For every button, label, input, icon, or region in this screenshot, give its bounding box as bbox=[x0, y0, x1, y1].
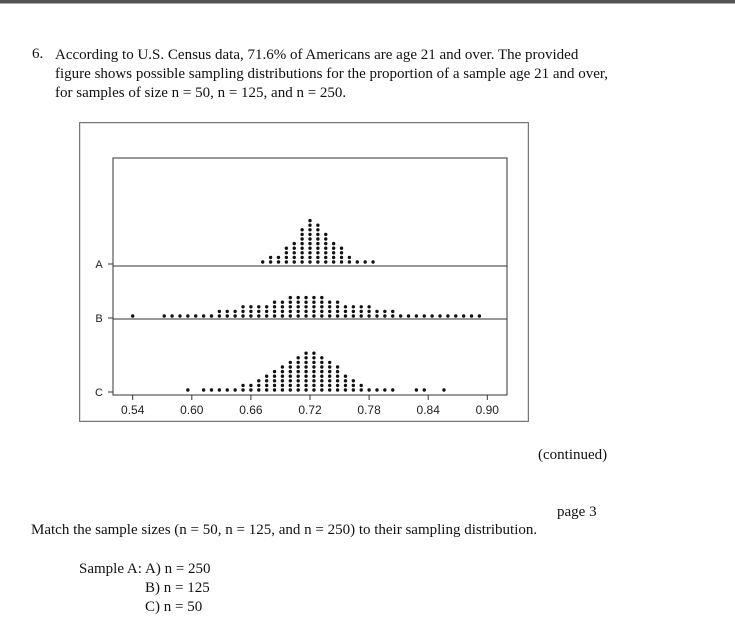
dot bbox=[273, 370, 276, 373]
dot bbox=[415, 388, 418, 391]
dot bbox=[281, 301, 284, 304]
dot bbox=[320, 375, 323, 378]
dot bbox=[324, 256, 327, 259]
dot bbox=[300, 251, 303, 254]
dot bbox=[277, 260, 280, 263]
dot bbox=[344, 305, 347, 308]
dot bbox=[293, 251, 296, 254]
dot bbox=[226, 388, 229, 391]
dot bbox=[336, 388, 339, 391]
dot bbox=[336, 365, 339, 368]
dot bbox=[312, 365, 315, 368]
dot bbox=[269, 256, 272, 259]
dot bbox=[265, 305, 268, 308]
dot bbox=[336, 310, 339, 313]
answer-option-b[interactable]: B) n = 125 bbox=[145, 580, 210, 596]
dot bbox=[289, 384, 292, 387]
dot bbox=[178, 314, 181, 317]
dot bbox=[249, 305, 252, 308]
answer-option-c[interactable]: C) n = 50 bbox=[145, 599, 203, 615]
dot bbox=[308, 260, 311, 263]
dot bbox=[320, 365, 323, 368]
dot bbox=[446, 314, 449, 317]
dot bbox=[308, 242, 311, 245]
dot bbox=[367, 310, 370, 313]
dot bbox=[300, 260, 303, 263]
dot bbox=[289, 375, 292, 378]
dot bbox=[316, 228, 319, 231]
dot bbox=[265, 388, 268, 391]
dot bbox=[257, 379, 260, 382]
dot bbox=[324, 242, 327, 245]
dot bbox=[308, 233, 311, 236]
dot bbox=[289, 379, 292, 382]
dot bbox=[371, 260, 374, 263]
dot bbox=[363, 260, 366, 263]
dot bbox=[352, 379, 355, 382]
dot bbox=[328, 365, 331, 368]
dot bbox=[308, 228, 311, 231]
dot bbox=[304, 301, 307, 304]
dot bbox=[375, 314, 378, 317]
dot bbox=[336, 370, 339, 373]
dot bbox=[391, 310, 394, 313]
dot bbox=[352, 310, 355, 313]
dot bbox=[131, 314, 134, 317]
dot bbox=[257, 305, 260, 308]
dot bbox=[324, 260, 327, 263]
dot bbox=[257, 388, 260, 391]
dot bbox=[312, 379, 315, 382]
dot bbox=[233, 314, 236, 317]
dot bbox=[296, 314, 299, 317]
dot bbox=[352, 384, 355, 387]
dot bbox=[312, 296, 315, 299]
dot bbox=[296, 379, 299, 382]
dot bbox=[296, 370, 299, 373]
dot bbox=[430, 314, 433, 317]
dot bbox=[218, 310, 221, 313]
dot bbox=[296, 356, 299, 359]
dot bbox=[281, 365, 284, 368]
dot bbox=[186, 314, 189, 317]
dot bbox=[249, 314, 252, 317]
dot bbox=[320, 310, 323, 313]
dot bbox=[300, 256, 303, 259]
dot bbox=[249, 384, 252, 387]
dot bbox=[340, 260, 343, 263]
dot bbox=[360, 310, 363, 313]
dot bbox=[273, 379, 276, 382]
dot bbox=[320, 305, 323, 308]
dot bbox=[304, 384, 307, 387]
dot bbox=[328, 314, 331, 317]
dot bbox=[241, 305, 244, 308]
question-line-1: According to U.S. Census data, 71.6% of Americans are age 21 and over. The provided bbox=[55, 47, 579, 63]
dot bbox=[293, 260, 296, 263]
dot bbox=[312, 310, 315, 313]
dot bbox=[308, 256, 311, 259]
dot bbox=[241, 384, 244, 387]
dot bbox=[296, 310, 299, 313]
dot bbox=[328, 301, 331, 304]
dot bbox=[304, 356, 307, 359]
dot bbox=[383, 314, 386, 317]
dot bbox=[320, 370, 323, 373]
dot bbox=[360, 305, 363, 308]
dot bbox=[289, 296, 292, 299]
dot bbox=[202, 314, 205, 317]
dot bbox=[332, 256, 335, 259]
dot bbox=[348, 260, 351, 263]
dot bbox=[289, 370, 292, 373]
dot bbox=[304, 379, 307, 382]
dot bbox=[296, 296, 299, 299]
dot bbox=[296, 384, 299, 387]
dot bbox=[296, 301, 299, 304]
dot bbox=[304, 388, 307, 391]
dot bbox=[316, 233, 319, 236]
dot bbox=[332, 247, 335, 250]
dot bbox=[336, 375, 339, 378]
dot bbox=[316, 237, 319, 240]
dot bbox=[308, 251, 311, 254]
dot bbox=[281, 384, 284, 387]
dot bbox=[289, 365, 292, 368]
dot bbox=[304, 296, 307, 299]
dot bbox=[316, 256, 319, 259]
dot bbox=[293, 242, 296, 245]
dot bbox=[281, 370, 284, 373]
dot bbox=[300, 228, 303, 231]
dot bbox=[328, 361, 331, 364]
dot bbox=[233, 310, 236, 313]
dot bbox=[194, 314, 197, 317]
dot bbox=[391, 314, 394, 317]
panel-label-C: C bbox=[95, 387, 103, 399]
dot bbox=[226, 310, 229, 313]
dot bbox=[273, 310, 276, 313]
dot bbox=[269, 260, 272, 263]
question-line-2: figure shows possible sampling distributions for the proportion of a sample age 21 and over, bbox=[55, 66, 609, 82]
dot bbox=[281, 305, 284, 308]
dot bbox=[300, 242, 303, 245]
dot bbox=[293, 256, 296, 259]
dot bbox=[170, 314, 173, 317]
dot bbox=[210, 314, 213, 317]
dot bbox=[324, 247, 327, 250]
dot bbox=[304, 365, 307, 368]
dot bbox=[312, 370, 315, 373]
dot bbox=[257, 310, 260, 313]
dot bbox=[340, 251, 343, 254]
dot bbox=[308, 219, 311, 222]
dot bbox=[332, 251, 335, 254]
dot bbox=[320, 361, 323, 364]
dot bbox=[312, 305, 315, 308]
question-number: 6. bbox=[32, 46, 44, 62]
dot bbox=[360, 388, 363, 391]
dot bbox=[367, 314, 370, 317]
dot bbox=[328, 310, 331, 313]
dot bbox=[304, 375, 307, 378]
question-text bbox=[55, 46, 695, 103]
dot bbox=[289, 310, 292, 313]
dot bbox=[332, 242, 335, 245]
dot bbox=[265, 384, 268, 387]
dot bbox=[273, 301, 276, 304]
dot bbox=[281, 310, 284, 313]
dot bbox=[257, 314, 260, 317]
x-tick-label: 0.90 bbox=[475, 403, 499, 417]
dot bbox=[415, 314, 418, 317]
dotplot-figure bbox=[79, 122, 527, 422]
dot bbox=[320, 384, 323, 387]
x-tick-label: 0.72 bbox=[298, 403, 322, 417]
dot bbox=[241, 310, 244, 313]
dot bbox=[210, 388, 213, 391]
dot bbox=[289, 361, 292, 364]
dot bbox=[281, 375, 284, 378]
sample-a-label: Sample A: bbox=[79, 561, 142, 577]
dot bbox=[344, 388, 347, 391]
dot bbox=[391, 388, 394, 391]
dot bbox=[233, 388, 236, 391]
dot bbox=[438, 314, 441, 317]
dot bbox=[340, 247, 343, 250]
dot bbox=[328, 379, 331, 382]
dot bbox=[336, 314, 339, 317]
dot bbox=[308, 247, 311, 250]
dot bbox=[360, 384, 363, 387]
dot bbox=[312, 301, 315, 304]
dot bbox=[328, 388, 331, 391]
plot-box bbox=[113, 158, 507, 395]
page-label: page 3 bbox=[557, 504, 597, 520]
dot bbox=[316, 242, 319, 245]
dot bbox=[261, 260, 264, 263]
dot bbox=[316, 260, 319, 263]
dot bbox=[312, 314, 315, 317]
dot bbox=[328, 370, 331, 373]
dot bbox=[324, 233, 327, 236]
dot bbox=[383, 310, 386, 313]
dot bbox=[336, 305, 339, 308]
dot bbox=[304, 305, 307, 308]
dot bbox=[218, 314, 221, 317]
top-border-shadow bbox=[0, 3, 735, 4]
dot bbox=[352, 314, 355, 317]
dot bbox=[320, 388, 323, 391]
dot bbox=[273, 375, 276, 378]
dot bbox=[296, 305, 299, 308]
dot bbox=[312, 384, 315, 387]
dot bbox=[304, 314, 307, 317]
x-tick-label: 0.66 bbox=[239, 403, 263, 417]
dot bbox=[289, 314, 292, 317]
dot bbox=[423, 388, 426, 391]
x-tick-label: 0.60 bbox=[180, 403, 204, 417]
dot bbox=[316, 251, 319, 254]
dot bbox=[163, 314, 166, 317]
dot bbox=[320, 314, 323, 317]
dot bbox=[273, 314, 276, 317]
dot bbox=[277, 256, 280, 259]
dot bbox=[300, 247, 303, 250]
dot bbox=[312, 352, 315, 355]
dot bbox=[296, 365, 299, 368]
dot bbox=[304, 370, 307, 373]
dot bbox=[324, 251, 327, 254]
dot bbox=[273, 388, 276, 391]
dot bbox=[332, 260, 335, 263]
dot bbox=[289, 305, 292, 308]
dot bbox=[265, 379, 268, 382]
dot bbox=[336, 301, 339, 304]
continued-label: (continued) bbox=[538, 447, 608, 463]
panel-label-A: A bbox=[95, 259, 103, 271]
x-tick-label: 0.78 bbox=[357, 403, 381, 417]
dot bbox=[328, 375, 331, 378]
dot bbox=[285, 247, 288, 250]
dot bbox=[296, 361, 299, 364]
dot bbox=[324, 237, 327, 240]
dot bbox=[281, 314, 284, 317]
dot bbox=[442, 388, 445, 391]
dot bbox=[312, 388, 315, 391]
dot bbox=[344, 310, 347, 313]
dot bbox=[304, 352, 307, 355]
dot bbox=[241, 314, 244, 317]
dot bbox=[186, 388, 189, 391]
dot bbox=[328, 384, 331, 387]
dot bbox=[289, 388, 292, 391]
dot bbox=[273, 305, 276, 308]
dot bbox=[375, 388, 378, 391]
dot bbox=[285, 256, 288, 259]
dot bbox=[265, 375, 268, 378]
dot bbox=[265, 310, 268, 313]
dot bbox=[348, 256, 351, 259]
dot bbox=[316, 224, 319, 227]
dot bbox=[226, 314, 229, 317]
dot bbox=[328, 305, 331, 308]
dot bbox=[360, 314, 363, 317]
dot bbox=[285, 251, 288, 254]
dot bbox=[352, 305, 355, 308]
dot bbox=[281, 388, 284, 391]
dot bbox=[367, 388, 370, 391]
dot bbox=[344, 375, 347, 378]
dot bbox=[344, 379, 347, 382]
dot bbox=[265, 314, 268, 317]
dot bbox=[399, 314, 402, 317]
dot bbox=[296, 388, 299, 391]
dot bbox=[304, 310, 307, 313]
dot bbox=[356, 260, 359, 263]
dot bbox=[312, 375, 315, 378]
dot bbox=[375, 310, 378, 313]
dot bbox=[470, 314, 473, 317]
dot bbox=[344, 384, 347, 387]
dot bbox=[316, 247, 319, 250]
dot bbox=[202, 388, 205, 391]
dot bbox=[336, 379, 339, 382]
dot bbox=[423, 314, 426, 317]
dot bbox=[462, 314, 465, 317]
question-line-3: for samples of size n = 50, n = 125, and n = 250. bbox=[55, 85, 347, 101]
dot bbox=[454, 314, 457, 317]
dot bbox=[241, 388, 244, 391]
dot bbox=[257, 384, 260, 387]
dot bbox=[340, 256, 343, 259]
dot bbox=[320, 356, 323, 359]
x-tick-label: 0.54 bbox=[121, 403, 145, 417]
dot bbox=[296, 375, 299, 378]
dot bbox=[344, 314, 347, 317]
dot bbox=[273, 384, 276, 387]
dot bbox=[383, 388, 386, 391]
dot bbox=[218, 388, 221, 391]
dot bbox=[352, 388, 355, 391]
match-instruction: Match the sample sizes (n = 50, n = 125, and n = 250) to their sampling distribution. bbox=[31, 522, 538, 538]
dot bbox=[478, 314, 481, 317]
x-tick-label: 0.84 bbox=[416, 403, 440, 417]
dot bbox=[300, 233, 303, 236]
dot bbox=[285, 260, 288, 263]
panel-label-B: B bbox=[95, 313, 103, 325]
dot bbox=[293, 247, 296, 250]
dot bbox=[367, 305, 370, 308]
dot bbox=[336, 384, 339, 387]
dot bbox=[407, 314, 410, 317]
answer-option-a[interactable]: A) n = 250 bbox=[145, 561, 211, 577]
dot bbox=[320, 296, 323, 299]
dot bbox=[289, 301, 292, 304]
dot bbox=[249, 310, 252, 313]
dot bbox=[320, 379, 323, 382]
dot bbox=[308, 224, 311, 227]
dot bbox=[308, 237, 311, 240]
dot bbox=[312, 361, 315, 364]
dot bbox=[304, 361, 307, 364]
dot bbox=[249, 388, 252, 391]
dot bbox=[281, 379, 284, 382]
dot bbox=[320, 301, 323, 304]
dot bbox=[312, 356, 315, 359]
dot bbox=[300, 237, 303, 240]
